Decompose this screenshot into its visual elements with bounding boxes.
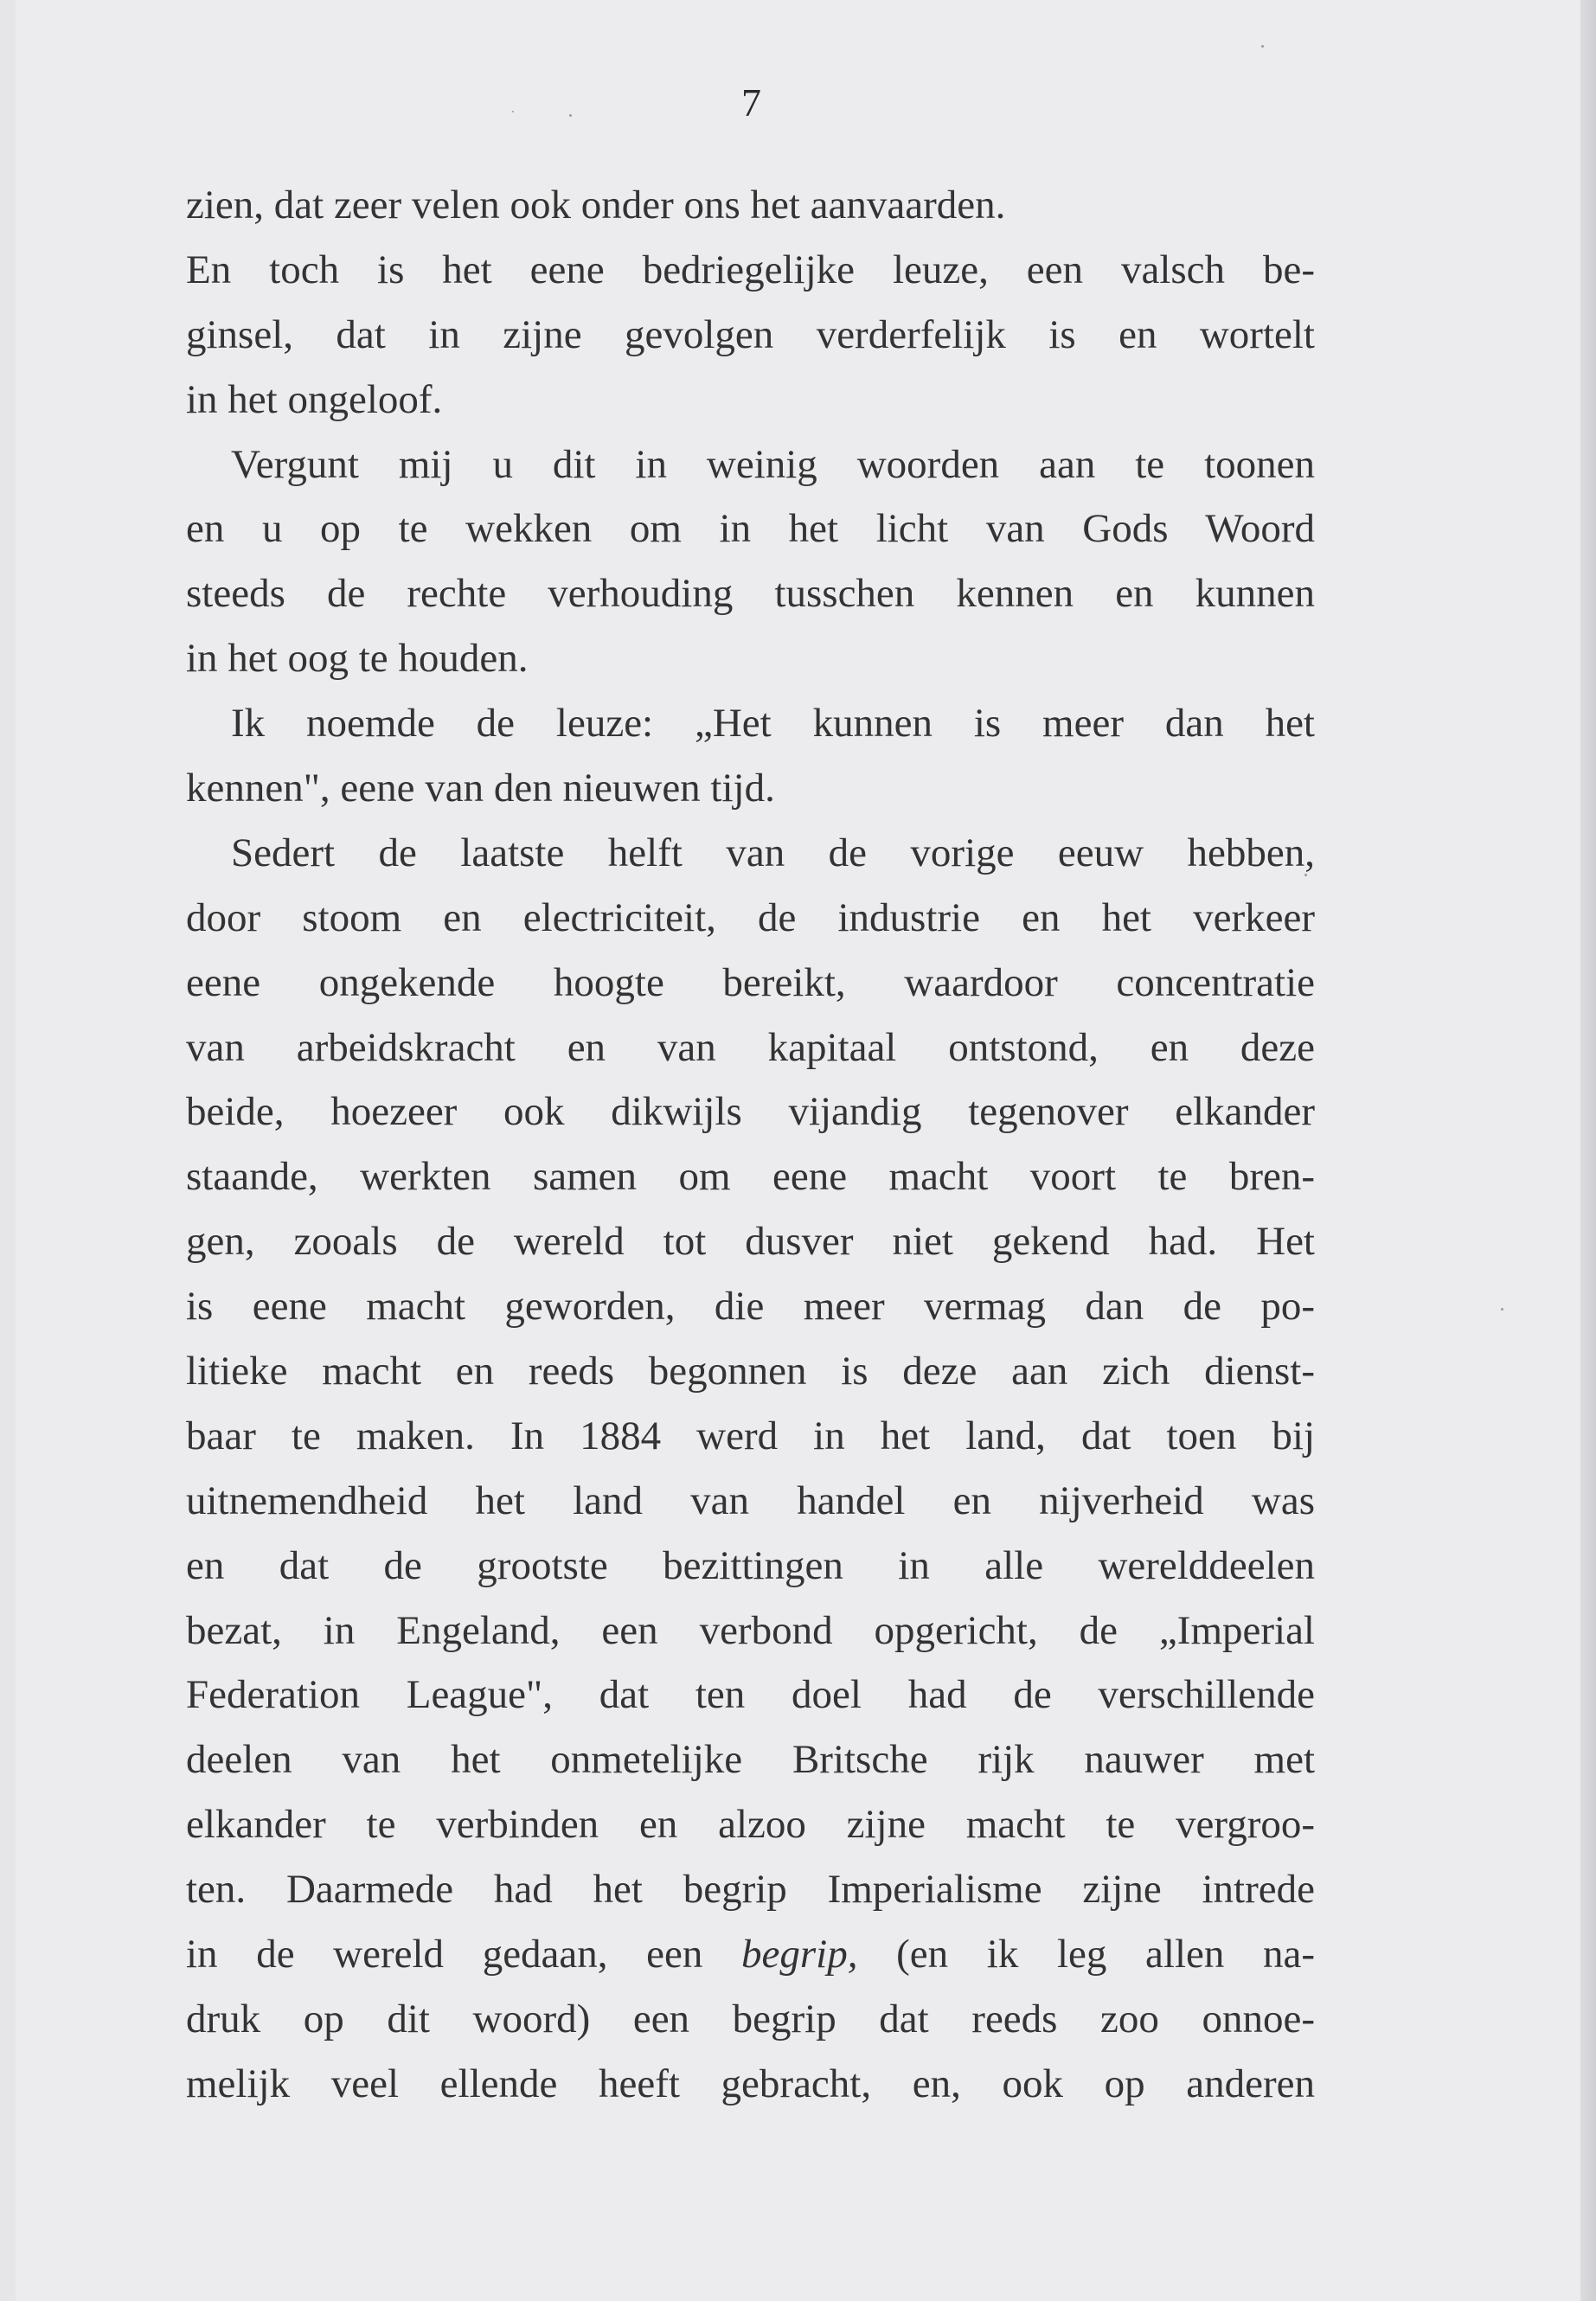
text-line: Sedert de laatste helft van de vorige eeuw hebben, [231, 830, 1315, 875]
text-line: Ik noemde de leuze: „Het kunnen is meer dan het [231, 701, 1315, 747]
text-segment: (en ik leg allen na- [896, 1932, 1316, 1977]
text-line: ginsel, dat in zijne gevolgen verderfelijk is en wortelt [186, 311, 1315, 357]
text-line: melijk veel ellende heeft gebracht, en, ook op anderen [186, 2061, 1315, 2106]
text-line: deelen van het onmetelijke Britsche rijk nauwer met [186, 1737, 1315, 1783]
text-line: beide, hoezeer ook dikwijls vijandig tegenover elkander [186, 1089, 1315, 1135]
text-line: uitnemendheid het land van handel en nijverheid was [186, 1477, 1315, 1523]
text-line: van arbeidskracht en van kapitaal ontstond, en deze [186, 1024, 1315, 1070]
text-line: gen, zooals de wereld tot dusver niet gekend had. Het [186, 1219, 1315, 1265]
text-line: elkander te verbinden en alzoo zijne macht te vergroo- [186, 1802, 1315, 1848]
scan-speck [512, 111, 514, 112]
text-segment: in de wereld gedaan, een [186, 1932, 703, 1977]
text-line: druk op dit woord) een begrip dat reeds zoo onnoe- [186, 1996, 1315, 2041]
text-line: litieke macht en reeds begonnen is deze aan zich dienst- [186, 1349, 1315, 1394]
text-line: en u op te wekken om in het licht van Gods Woord [186, 506, 1315, 552]
text-line: Federation League", dat ten doel had de verschillende [186, 1672, 1315, 1718]
text-line: is eene macht geworden, die meer vermag dan de po- [186, 1284, 1315, 1330]
text-line: En toch is het eene bedriegelijke leuze, een valsch be- [186, 247, 1315, 292]
scan-speck [569, 114, 572, 117]
text-line: bezat, in Engeland, een verbond opgericht, de „Imperial [186, 1607, 1315, 1653]
text-line: ten. Daarmede had het begrip Imperialisme zijne intrede [186, 1867, 1315, 1913]
text-line [186, 1922, 1315, 1987]
scan-speck [1501, 1308, 1503, 1311]
text-line: steeds de rechte verhouding tusschen kennen en kunnen [186, 571, 1315, 617]
text-line: staande, werkten samen om eene macht voort te bren- [186, 1154, 1315, 1200]
body-text [186, 173, 1315, 2117]
page-edge-shadow [1580, 0, 1596, 2301]
text-line: door stoom en electriciteit, de industrie en het verkeer [186, 894, 1315, 940]
text-line: Vergunt mij u dit in weinig woorden aan te toonen [231, 441, 1315, 487]
text-line: baar te maken. In 1884 werd in het land, dat toen bij [186, 1413, 1315, 1458]
text-line: eene ongekende hoogte bereikt, waardoor concentratie [186, 959, 1315, 1005]
text-line: zien, dat zeer velen ook onder ons het aanvaarden. [186, 183, 1006, 228]
text-line: in het oog te houden. [186, 636, 529, 682]
text-line: en dat de grootste bezittingen in alle werelddeelen [186, 1542, 1315, 1588]
italic-emphasis: begrip, [741, 1932, 858, 1977]
text-line: kennen", eene van den nieuwen tijd. [186, 766, 775, 811]
page-number: 7 [741, 80, 761, 125]
text-line: in het ongeloof. [186, 376, 443, 422]
scan-speck [1261, 45, 1264, 48]
